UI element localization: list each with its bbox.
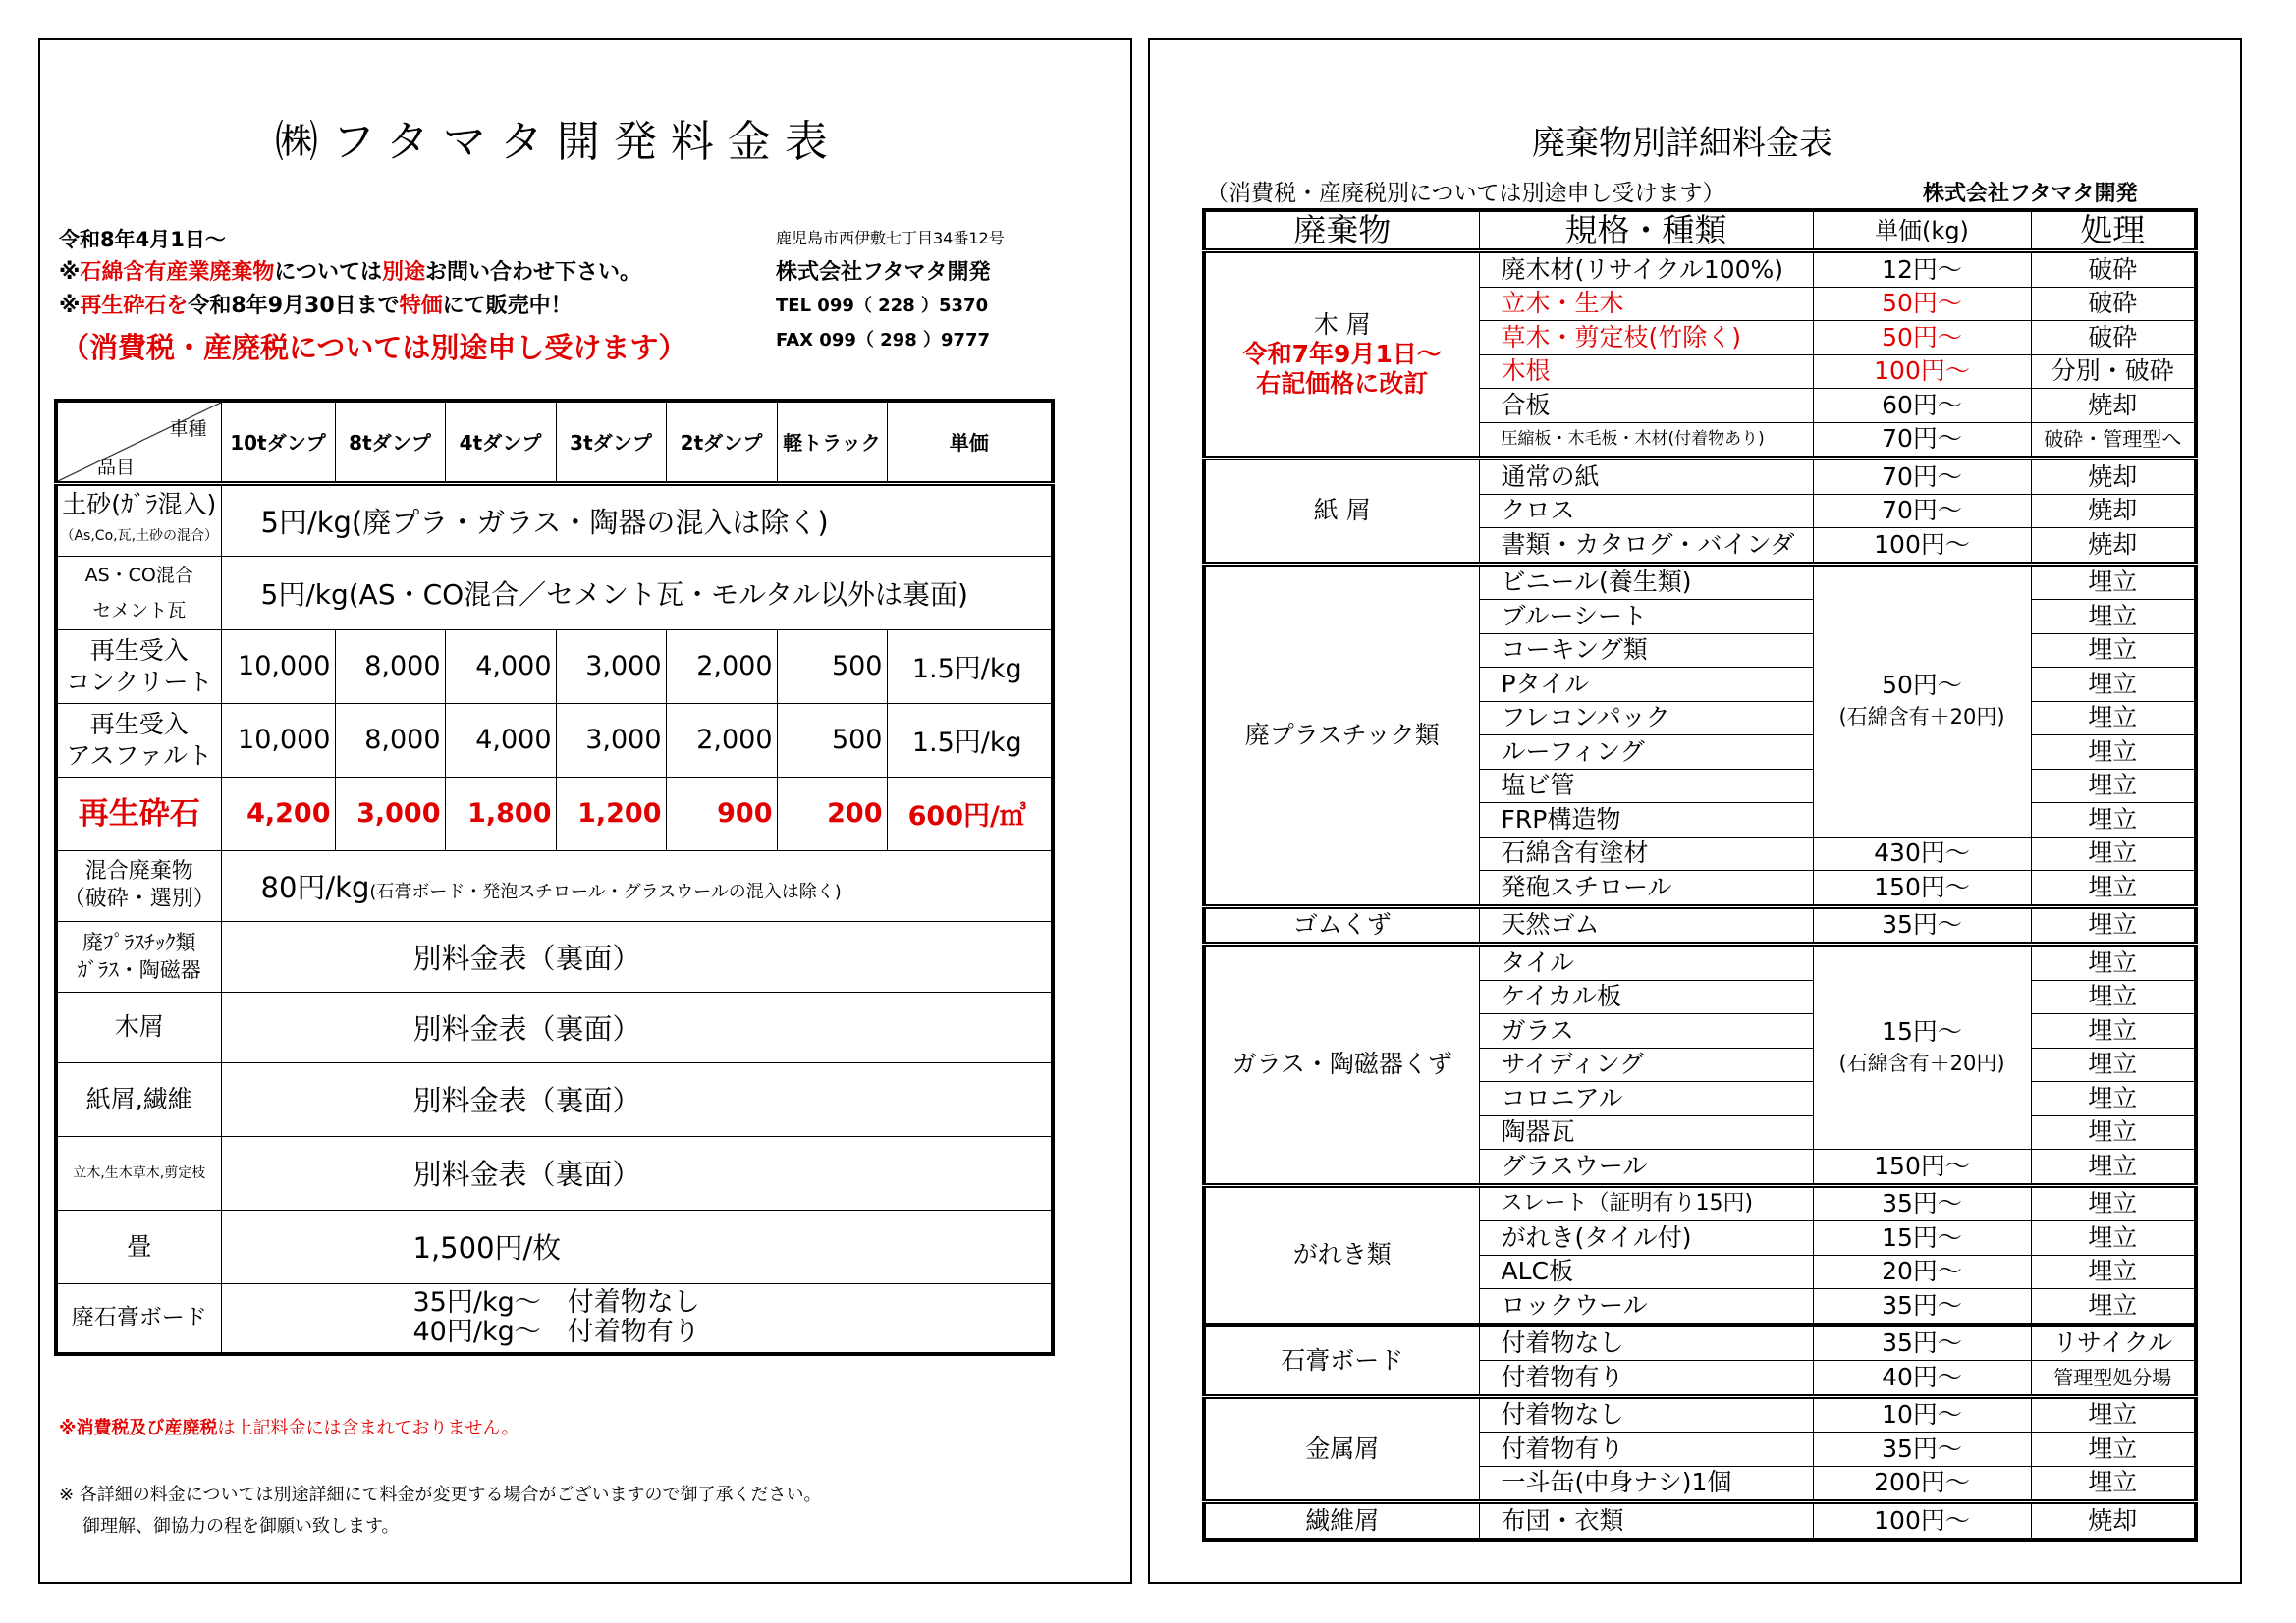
spec-cell: 付着物なし [1479,1325,1813,1361]
row-label-main: 土砂(ｶﾞﾗ混入) [62,490,217,518]
phone-number: TEL 099（ 228 ）5370 [776,296,989,316]
table-header-row [56,401,1053,483]
process-cell: 埋立 [2031,945,2196,981]
notice-highlight: 別途 [381,260,425,285]
row-label: 立木,生木草木,剪定枝 [56,1136,221,1210]
row-label: 紙屑,繊維 [56,1062,221,1136]
price-cell: 10,000 [221,629,335,703]
spec-cell: 立木・生木 [1479,287,1813,321]
row-label-sub: コンクリート [65,667,213,696]
shared-price: 15円～ [1882,1017,1962,1046]
price-cell: 12円～ [1813,251,2031,288]
unit-price-cell: 1.5円/kg [887,703,1053,777]
spec-cell: 木根 [1479,354,1813,389]
column-header: 規格・種類 [1479,210,1813,251]
spec-cell: 通常の紙 [1479,459,1813,495]
process-cell: 埋立 [2031,980,2196,1014]
spec-cell: コロニアル [1479,1082,1813,1116]
company-name: 株式会社フタマタ開発 [1923,182,2138,206]
process-cell: 埋立 [2031,803,2196,838]
spec-cell: 廃木材(リサイクル100%) [1479,251,1813,288]
spec-cell: 草木・剪定枝(竹除く) [1479,321,1813,355]
spec-cell: タイル [1479,945,1813,981]
spec-cell: ビニール(養生類) [1479,564,1813,600]
category-cell [1204,251,1479,459]
process-cell: 埋立 [2031,564,2196,600]
price-cell: 4,200 [221,777,335,850]
spec-cell: 布団・衣類 [1479,1502,1813,1540]
table-row [1204,1502,2196,1540]
spec-cell: コーキング類 [1479,633,1813,668]
notice-text: にて販売中！ [442,294,573,318]
process-cell: 破砕 [2031,321,2196,355]
spec-cell: ルーフィング [1479,735,1813,770]
process-cell: 埋立 [2031,1433,2196,1467]
row-value: 別料金表（裏面） [221,992,1053,1062]
price-cell: 3,000 [556,703,666,777]
price-cell: 35円～ [1813,1433,2031,1467]
table-row [56,1283,1053,1354]
page-title: ㈱フタマタ開発料金表 [275,117,842,167]
row-value: 別料金表（裏面） [221,1136,1053,1210]
price-cell: 35円～ [1813,1185,2031,1221]
spec-cell: グラスウール [1479,1150,1813,1186]
process-cell: 埋立 [2031,1466,2196,1502]
process-cell: 破砕・管理型へ [2031,422,2196,459]
price-change-note: ※ 各詳細の料金については別途詳細にて料金が変更する場合がございますので御了承ください。 [59,1485,822,1505]
spec-cell: ブルーシート [1479,600,1813,634]
table-row [56,1210,1053,1283]
price-cell: 200 [777,777,887,850]
vehicle-type-label: 車種 [169,418,207,440]
process-cell: 埋立 [2031,633,2196,668]
table-row [1204,1396,2196,1433]
process-cell: 焼却 [2031,389,2196,423]
price-cell: 3,000 [335,777,445,850]
tax-exclusion-note [59,1414,519,1439]
process-cell: 埋立 [2031,1221,2196,1256]
price-cell: 500 [777,703,887,777]
price-cell: 1,800 [445,777,556,850]
process-cell: 埋立 [2031,735,2196,770]
gypsum-price-clean: 35円/kg～ 付着物なし [412,1287,700,1319]
price-cell: 8,000 [335,629,445,703]
detail-tax-note: （消費税・産廃税別については別途申し受けます） [1206,181,1725,206]
price-cell: 3,000 [556,629,666,703]
process-cell: 埋立 [2031,871,2196,907]
row-value [221,1283,1053,1354]
shared-price-cell [1813,945,2031,1150]
process-cell: リサイクル [2031,1325,2196,1361]
row-value: 別料金表（裏面） [221,1062,1053,1136]
closing-note: 御理解、御協力の程を御願い致します。 [82,1516,400,1537]
effective-date: 令和8年4月1日～ [59,228,226,251]
table-row [56,483,1053,556]
price-cell: 2,000 [666,703,777,777]
table-row [56,629,1053,703]
row-label [56,556,221,629]
category-cell: 紙 屑 [1204,459,1479,565]
row-label-main: 再生受入 [89,635,189,665]
sale-notice [59,289,573,319]
mixed-price: 80円/kg [260,870,370,904]
spec-cell: ケイカル板 [1479,980,1813,1014]
spec-cell: サイディング [1479,1048,1813,1082]
spec-cell: 石綿含有塗材 [1479,837,1813,871]
spec-cell: がれき(タイル付) [1479,1221,1813,1256]
spec-cell: 一斗缶(中身ナシ)1個 [1479,1466,1813,1502]
category-cell: ガラス・陶磁器くず [1204,945,1479,1186]
process-cell: 埋立 [2031,600,2196,634]
category-cell: 石膏ボード [1204,1325,1479,1396]
table-row-highlight [56,777,1053,850]
fax-number: FAX 099（ 298 ）9777 [776,330,991,351]
spec-cell: 圧縮板・木毛板・木材(付着物あり) [1479,422,1813,459]
category-cell: 金属屑 [1204,1396,1479,1502]
row-label-main: AS・CO混合 [84,564,193,586]
price-cell: 50円～ [1813,321,2031,355]
column-header: 3tダンプ [556,401,666,483]
notice-highlight: 再生砕石を [80,294,189,318]
process-cell: 破砕 [2031,287,2196,321]
notice-mark: ※ [59,260,81,285]
row-label-sub: セメント瓦 [92,599,187,622]
price-cell: 70円～ [1813,494,2031,528]
table-row [1204,251,2196,288]
category-cell: がれき類 [1204,1185,1479,1325]
price-cell: 500 [777,629,887,703]
process-cell: 埋立 [2031,837,2196,871]
price-cell: 900 [666,777,777,850]
row-label: 再生砕石 [56,777,221,850]
process-cell: 分別・破砕 [2031,354,2196,389]
row-label: 木屑 [56,992,221,1062]
column-header: 単価(kg) [1813,210,2031,251]
process-cell: 埋立 [2031,1289,2196,1325]
row-value: 5円/kg(廃プラ・ガラス・陶器の混入は除く) [221,483,1053,556]
waste-detail-table [1202,208,2198,1542]
tax-exclusion-text: は上記料金には含まれておりません。 [217,1418,519,1438]
table-row [1204,945,2196,981]
spec-cell: クロス [1479,494,1813,528]
row-label [56,629,221,703]
column-header: 2tダンプ [666,401,777,483]
process-cell: 埋立 [2031,1185,2196,1221]
item-label: 品目 [97,456,136,478]
column-header: 8tダンプ [335,401,445,483]
column-header: 軽トラック [777,401,887,483]
price-cell: 200円～ [1813,1466,2031,1502]
column-header: 10tダンプ [221,401,335,483]
process-cell: 管理型処分場 [2031,1361,2196,1397]
process-cell: 埋立 [2031,769,2196,803]
gypsum-price-attached: 40円/kg～ 付着物有り [412,1317,700,1348]
asbestos-notice [59,255,641,286]
tax-notice: （消費税・産廃税については別途申し受けます） [61,331,687,364]
header-corner-cell [56,401,221,483]
row-label-sub: ｶﾞﾗｽ・陶磁器 [77,958,201,982]
spec-cell: Pタイル [1479,668,1813,702]
process-cell: 埋立 [2031,1082,2196,1116]
price-cell: 50円～ [1813,287,2031,321]
mixed-price-note: (石膏ボード・発泡スチロール・グラスウールの混入は除く) [369,881,842,902]
company-name: 株式会社フタマタ開発 [776,260,991,285]
table-row [56,921,1053,992]
price-cell: 60円～ [1813,389,2031,423]
row-value: 1,500円/枚 [221,1210,1053,1283]
process-cell: 埋立 [2031,701,2196,735]
price-cell: 10,000 [221,703,335,777]
process-cell: 破砕 [2031,251,2196,288]
notice-highlight: 石綿含有産業廃棄物 [80,260,275,285]
price-cell: 35円～ [1813,1289,2031,1325]
table-row [1204,564,2196,600]
row-value: 別料金表（裏面） [221,921,1053,992]
process-cell: 埋立 [2031,1115,2196,1150]
spec-cell: 天然ゴム [1479,906,1813,945]
process-cell: 埋立 [2031,1396,2196,1433]
price-cell: 150円～ [1813,871,2031,907]
category-cell: ゴムくず [1204,906,1479,945]
process-cell: 焼却 [2031,528,2196,565]
process-cell: 埋立 [2031,1014,2196,1049]
category-cell: 廃プラスチック類 [1204,564,1479,906]
price-cell: 4,000 [445,629,556,703]
unit-price-cell: 1.5円/kg [887,629,1053,703]
spec-cell: ロックウール [1479,1289,1813,1325]
spec-cell: 塩ビ管 [1479,769,1813,803]
price-cell: 35円～ [1813,1325,2031,1361]
price-cell: 70円～ [1813,422,2031,459]
row-value [221,850,1053,921]
process-cell: 焼却 [2031,494,2196,528]
price-cell: 70円～ [1813,459,2031,495]
process-cell: 埋立 [2031,906,2196,945]
column-header: 4tダンプ [445,401,556,483]
table-row [56,850,1053,921]
spec-cell: フレコンパック [1479,701,1813,735]
table-row [1204,459,2196,495]
spec-cell: 陶器瓦 [1479,1115,1813,1150]
notice-text: お問い合わせ下さい。 [424,260,641,285]
notice-highlight: 特価 [399,294,443,318]
process-cell: 埋立 [2031,1150,2196,1186]
spec-cell: 付着物なし [1479,1396,1813,1433]
table-row [56,1062,1053,1136]
category-cell: 繊維屑 [1204,1502,1479,1540]
table-row [56,703,1053,777]
asbestos-surcharge: (石綿含有＋20円) [1838,705,2005,729]
row-label [56,703,221,777]
price-cell: 15円～ [1813,1221,2031,1256]
revision-note: 右記価格に改訂 [1256,369,1429,398]
process-cell: 埋立 [2031,1255,2196,1289]
row-value: 5円/kg(AS・CO混合／セメント瓦・モルタル以外は裏面) [221,556,1053,629]
category-label: 木 屑 [1313,310,1371,339]
spec-cell: 付着物有り [1479,1361,1813,1397]
price-cell: 1,200 [556,777,666,850]
row-label [56,921,221,992]
row-label [56,850,221,921]
price-cell: 150円～ [1813,1150,2031,1186]
company-address: 鹿児島市西伊敷七丁目34番12号 [776,229,1005,247]
table-row [56,1136,1053,1210]
spec-cell: FRP構造物 [1479,803,1813,838]
price-cell: 40円～ [1813,1361,2031,1397]
price-cell: 100円～ [1813,1502,2031,1540]
price-cell: 2,000 [666,629,777,703]
tax-exclusion-highlight: ※消費税及び産廃税 [59,1418,218,1438]
spec-cell: 発砲スチロール [1479,871,1813,907]
table-row [1204,1185,2196,1221]
revision-note: 令和7年9月1日～ [1242,340,1442,368]
spec-cell: 合板 [1479,389,1813,423]
row-label-main: 混合廃棄物 [84,859,193,884]
spec-cell: 付着物有り [1479,1433,1813,1467]
table-row [1204,1325,2196,1361]
vehicle-rate-table [54,399,1055,1356]
price-cell: 100円～ [1813,354,2031,389]
spec-cell: スレート（証明有り15円) [1479,1185,1813,1221]
notice-mark: ※ [59,294,81,318]
row-label [56,483,221,556]
spec-cell: ALC板 [1479,1255,1813,1289]
process-cell: 埋立 [2031,668,2196,702]
column-header: 廃棄物 [1204,210,1479,251]
price-cell: 35円～ [1813,906,2031,945]
table-row [56,556,1053,629]
row-label-sub: （As,Co,瓦,土砂の混合） [60,528,219,544]
spec-cell: ガラス [1479,1014,1813,1049]
spec-cell: 書類・カタログ・バインダ [1479,528,1813,565]
table-row [56,992,1053,1062]
row-label-sub: （破砕・選別） [63,887,215,911]
price-cell: 100円～ [1813,528,2031,565]
column-header: 処理 [2031,210,2196,251]
asbestos-surcharge: (石綿含有＋20円) [1838,1052,2005,1075]
notice-text: については [274,260,382,285]
detail-title: 廃棄物別詳細料金表 [1532,124,1832,163]
row-label-main: 廃ﾌﾟﾗｽﾁｯｸ類 [82,931,196,954]
process-cell: 焼却 [2031,459,2196,495]
price-cell: 8,000 [335,703,445,777]
row-label-main: 再生受入 [89,709,189,738]
row-label-sub: アスファルト [66,740,212,770]
price-cell: 430円～ [1813,837,2031,871]
price-cell: 4,000 [445,703,556,777]
row-label: 廃石膏ボード [56,1283,221,1354]
shared-price: 50円～ [1882,671,1962,699]
process-cell: 焼却 [2031,1502,2196,1540]
price-cell: 10円～ [1813,1396,2031,1433]
shared-price-cell [1813,564,2031,837]
table-header-row [1204,210,2196,251]
column-header: 単価 [887,401,1053,483]
unit-price-cell: 600円/㎥ [887,777,1053,850]
process-cell: 埋立 [2031,1048,2196,1082]
notice-text: 令和8年9月30日まで [188,294,400,318]
table-row [1204,906,2196,945]
row-label: 畳 [56,1210,221,1283]
price-cell: 20円～ [1813,1255,2031,1289]
